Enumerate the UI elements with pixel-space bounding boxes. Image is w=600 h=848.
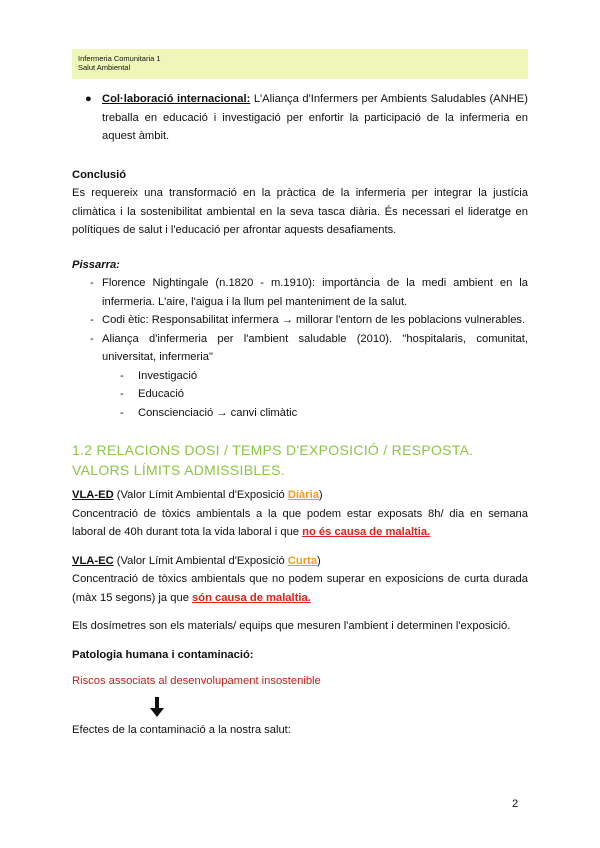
vla-ec-title: VLA-EC (Valor Límit Ambiental d'Exposició Curta): [72, 554, 321, 567]
bullet-text: L'Aliança d'Infermers per Ambients Saludables (ANHE) treballa en educació i investigació per enfortir la participació de la infermeria en aquest àmbit.: [102, 93, 528, 142]
list-item: - Aliança d'infermeria per l'ambient saludable (2010). "hospitalaris, comunitat, universitat, infermeria": [90, 332, 528, 363]
pissarra-heading: Pissarra:: [72, 258, 120, 271]
page-number: 2: [512, 798, 519, 810]
efectes-text: Efectes de la contaminació a la nostra salut:: [72, 723, 291, 736]
bullet-term: Col·laboració internacional:: [102, 93, 251, 105]
vla-ed-text: Concentració de tòxics ambientals a la que podem estar exposats 8h/ dia en semana laboral de 40h durant tota la vida laboral i que no és causa de malaltia.: [72, 507, 528, 538]
patologia-heading: Patologia humana i contaminació:: [72, 648, 254, 661]
vla-ed-code: VLA-ED: [72, 489, 114, 501]
page-header: [72, 49, 528, 79]
vla-ec-code: VLA-EC: [72, 554, 114, 567]
vla-ec-red: són causa de malaltia.: [192, 591, 311, 604]
dosimetres-text: Els dosímetres son els materials/ equips que mesuren l'ambient i determinen l'exposició.: [72, 620, 511, 632]
list-item: - Conscienciació → canvi climàtic: [120, 406, 298, 419]
section-title: 1.2 RELACIONS DOSI / TEMPS D'EXPOSICIÓ / RESPOSTA. VALORS LÍMITS ADMISSIBLES.: [72, 442, 474, 478]
list-item: - Florence Nightingale (n.1820 - m.1910): importància de la medi ambient en la infermeria. L'aire, l'aigua i la llum pel manteniment de la salut.: [90, 277, 528, 308]
pissarra-sublist: [72, 367, 528, 423]
vla-ed-title: VLA-ED (Valor Límit Ambiental d'Exposició Diària): [72, 489, 323, 501]
riscos-text: Riscos associats al desenvolupament insostenible: [72, 675, 321, 687]
list-item: - Codi ètic: Responsabilitat infermera → millorar l'entorn de les poblacions vulnerables.: [90, 314, 526, 326]
conclusio-heading: Conclusió: [72, 168, 127, 181]
list-item: - Educació: [120, 388, 185, 400]
arrow-down-icon: [150, 697, 528, 717]
list-item: - Investigació: [120, 369, 198, 382]
conclusio-text: Es requereix una transformació en la pràctica de la infermeria per integrar la justícia climàtica i la sostenibilitat ambiental en la seva tasca diària. És necessari el lideratge en polítiques de salut i l'educació per afrontar aquests desafiaments.: [72, 187, 528, 236]
document-body: [72, 90, 528, 739]
vla-ed-red: no és causa de malaltia.: [302, 526, 431, 538]
vla-ed-highlight: Diària: [287, 489, 319, 501]
vla-ec-text: Concentració de tòxics ambientals que no podem superar en exposicions de curta durada (màx 15 segons) ja que són causa de malaltia.: [72, 573, 528, 604]
header-course: Infermeria Comunitaria 1: [78, 54, 161, 63]
header-topic: Salut Ambiental: [78, 63, 131, 72]
vla-ec-highlight: Curta: [287, 554, 318, 567]
bullet-dot-icon: ●: [85, 93, 92, 105]
bullet-collaboracio: [72, 90, 528, 146]
pissarra-list: [72, 274, 528, 367]
